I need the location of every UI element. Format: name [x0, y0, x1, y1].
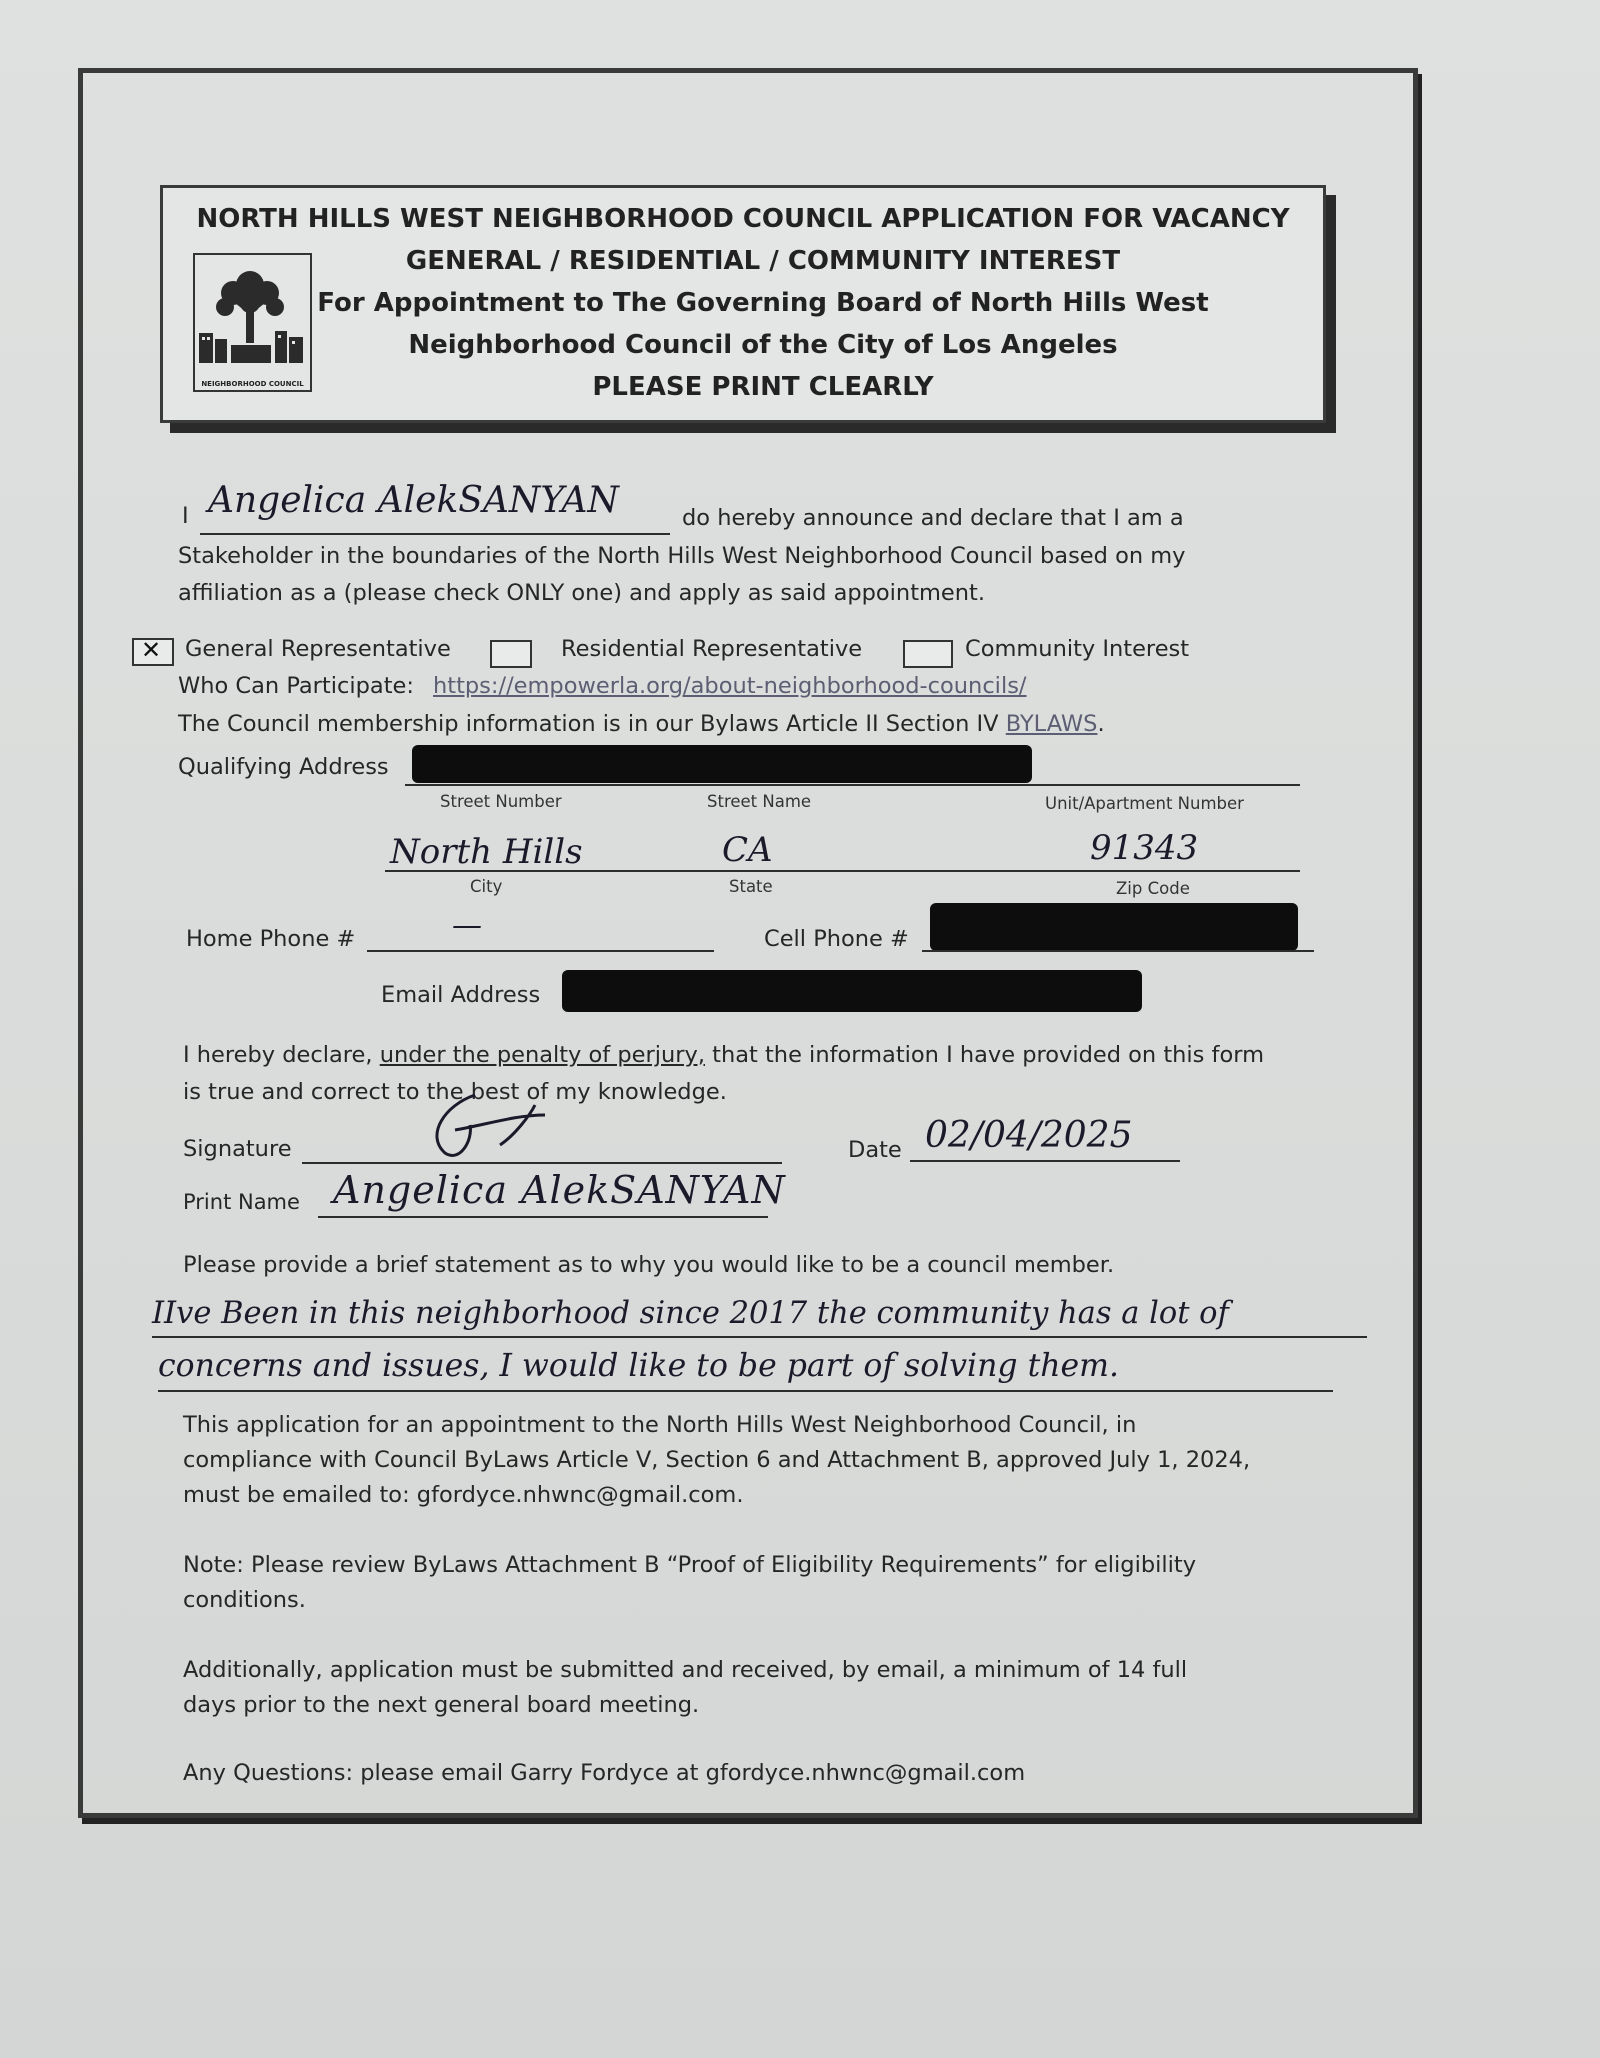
state-label: State [729, 877, 773, 896]
date-line [910, 1160, 1180, 1162]
home-phone-line [367, 950, 714, 952]
declaration-text-3: affiliation as a (please check ONLY one) and apply as said appointment. [178, 580, 986, 606]
qualifying-address-label: Qualifying Address [178, 754, 389, 780]
header-line-3: For Appointment to The Governing Board of North Hills West [317, 288, 1209, 318]
header-line-2: GENERAL / RESIDENTIAL / COMMUNITY INTEREST [405, 246, 1121, 276]
participate-link[interactable]: https://empowerla.org/about-neighborhood-councils/ [433, 673, 1027, 699]
header-line-1: NORTH HILLS WEST NEIGHBORHOOD COUNCIL APPLICATION FOR VACANCY [196, 204, 1290, 234]
cell-phone-label: Cell Phone # [764, 926, 909, 952]
footer-p3-line-2: days prior to the next general board meeting. [183, 1692, 700, 1718]
signature-line [302, 1162, 782, 1164]
zip-value[interactable]: 91343 [1090, 828, 1199, 868]
date-value[interactable]: 02/04/2025 [925, 1115, 1133, 1156]
bylaws-text [178, 711, 1105, 737]
home-phone-label: Home Phone # [186, 926, 356, 952]
bylaws-link[interactable]: BYLAWS [1005, 711, 1098, 737]
perjury-1a: I hereby declare, [183, 1042, 373, 1068]
logo-caption: NEIGHBORHOOD COUNCIL [201, 380, 304, 388]
zip-label: Zip Code [1116, 879, 1190, 898]
signature-label: Signature [183, 1136, 292, 1162]
handwritten-signature[interactable] [415, 1085, 575, 1165]
footer-p1-line-2: compliance with Council ByLaws Article V, Section 6 and Attachment B, approved July 1, 2024, [183, 1447, 1251, 1473]
name-line [200, 533, 670, 535]
print-name-value[interactable]: Angelica AlekSANYAN [333, 1168, 786, 1212]
declaration-text-2: Stakeholder in the boundaries of the North Hills West Neighborhood Council based on my [178, 543, 1186, 569]
address-line [405, 784, 1300, 786]
print-name-line [318, 1216, 768, 1218]
footer-p1-line-1: This application for an appointment to the North Hills West Neighborhood Council, in [183, 1412, 1137, 1438]
address-redaction [412, 745, 1032, 783]
city-value[interactable]: North Hills [390, 832, 583, 872]
participate-label: Who Can Participate: [178, 673, 414, 699]
checked-x-icon: ✕ [141, 636, 162, 664]
street-number-label: Street Number [440, 792, 562, 811]
statement-prompt: Please provide a brief statement as to why you would like to be a council member. [183, 1252, 1115, 1278]
statement-underline-1 [152, 1336, 1367, 1338]
footer-p2-line-1: Note: Please review ByLaws Attachment B “Proof of Eligibility Requirements” for eligibility [183, 1552, 1197, 1578]
declaration-i: I [182, 503, 189, 529]
print-name-label: Print Name [183, 1190, 300, 1214]
bylaws-period: . [1097, 711, 1105, 737]
general-checkbox[interactable] [132, 638, 174, 666]
home-phone-value[interactable]: — [452, 908, 482, 943]
form-header [160, 185, 1326, 423]
cell-phone-redaction [930, 903, 1298, 951]
header-line-4: Neighborhood Council of the City of Los Angeles [408, 330, 1118, 360]
header-line-5: PLEASE PRINT CLEARLY [592, 372, 934, 402]
footer-p3-line-1: Additionally, application must be submitted and received, by email, a minimum of 14 full [183, 1657, 1188, 1683]
email-redaction [562, 970, 1142, 1012]
city-state-zip-line [385, 870, 1300, 872]
applicant-name-handwritten[interactable]: Angelica AlekSANYAN [208, 480, 619, 521]
perjury-1c: that the information I have provided on this form [712, 1042, 1264, 1068]
cell-phone-line [922, 950, 1314, 952]
perjury-1b: under the penalty of perjury, [379, 1042, 705, 1068]
community-checkbox[interactable] [903, 640, 953, 668]
statement-underline-2 [158, 1390, 1333, 1392]
footer-questions: Any Questions: please email Garry Fordyce at gfordyce.nhwnc@gmail.com [183, 1760, 1026, 1786]
residential-checkbox[interactable] [490, 640, 532, 668]
residential-label: Residential Representative [561, 636, 863, 662]
bylaws-sentence: The Council membership information is in our Bylaws Article II Section IV [178, 711, 999, 737]
perjury-text-2: is true and correct to the best of my knowledge. [183, 1079, 727, 1105]
unit-label: Unit/Apartment Number [1045, 794, 1244, 813]
city-label: City [470, 877, 503, 896]
perjury-text-1 [183, 1042, 1264, 1068]
statement-line-2[interactable]: concerns and issues, I would like to be part of solving them. [158, 1348, 1120, 1384]
state-value[interactable]: CA [722, 830, 773, 870]
footer-p2-line-2: conditions. [183, 1587, 306, 1613]
community-label: Community Interest [965, 636, 1190, 662]
footer-p1-line-3: must be emailed to: gfordyce.nhwnc@gmail.com. [183, 1482, 744, 1508]
statement-line-1[interactable]: IIve Been in this neighborhood since 2017 the community has a lot of [152, 1296, 1229, 1331]
header-title [163, 198, 1323, 408]
declaration-text-1: do hereby announce and declare that I am a [682, 505, 1184, 531]
email-label: Email Address [381, 982, 541, 1008]
date-label: Date [848, 1137, 902, 1163]
general-label: General Representative [185, 636, 451, 662]
street-name-label: Street Name [707, 792, 812, 811]
